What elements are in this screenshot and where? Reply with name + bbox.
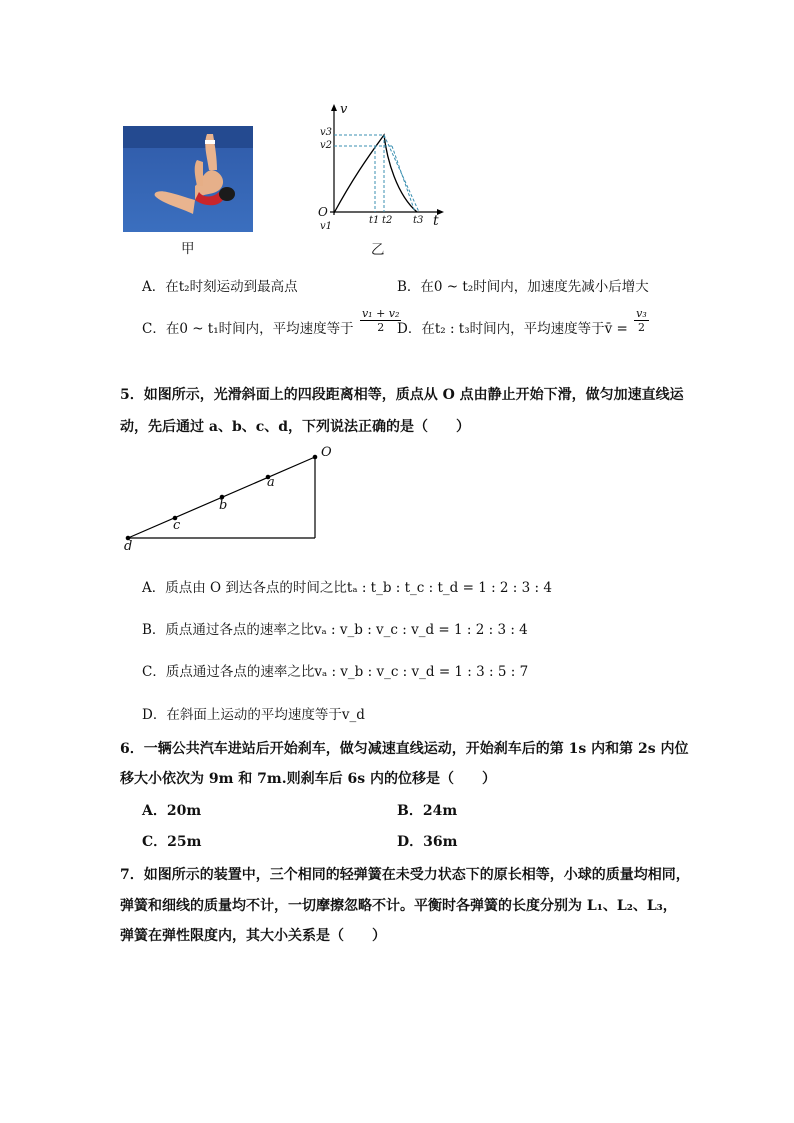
photo-caption: 甲 [181,241,195,257]
label-b: b [219,498,228,513]
label-o: O [321,445,332,460]
fraction-numerator: v₁ + v₂ [361,307,400,320]
incline-diagram [118,445,343,557]
q4-option-d[interactable] [397,307,649,343]
q4-option-d-fraction [634,307,649,334]
label-c: c [173,518,181,533]
q5-stem-line2: 动，先后通过 a、b、c、d，下列说法正确的是（ ） [120,419,471,435]
q5-stem-line1: 5．如图所示，光滑斜面上的四段距离相等，质点从 O 点由静止开始下滑，做匀加速直线运 [120,387,684,403]
q4-option-c-fraction [360,307,401,334]
q6-option-b[interactable]: B．24m [397,803,458,819]
t1-label: t1 [369,215,380,226]
label-d: d [124,539,133,554]
q4-option-d-text: D．在t₂ : t₃时间内，平均速度等于v̄ = [397,321,628,337]
q4-option-a[interactable]: A．在t₂时刻运动到最高点 [142,279,298,295]
fraction-denominator: 2 [377,321,385,334]
axis-t-label: t [433,213,439,229]
q7-stem-line3: 弹簧在弹性限度内，其大小关系是（ ） [120,928,386,944]
q6-stem-line1: 6．一辆公共汽车进站后开始刹车，做匀减速直线运动，开始刹车后的第 1s 内和第 2s 内位 [120,741,689,757]
label-a: a [267,475,275,490]
v1-label: v1 [320,221,333,232]
q6-option-d[interactable]: D．36m [397,834,458,850]
point-o [313,455,318,460]
t2-label: t2 [382,215,393,226]
q7-stem-line2: 弹簧和细线的质量均不计，一切摩擦忽略不计。平衡时各弹簧的长度分别为 L₁、L₂、L₃， [120,898,677,914]
q5-option-a[interactable]: A．质点由 O 到达各点的时间之比tₐ : t_b : t_c : t_d = 1 : 2 : 3 : 4 [142,580,552,596]
diver-photo [123,126,253,232]
q6-stem-line2: 移大小依次为 9m 和 7m.则刹车后 6s 内的位移是（ ） [120,771,496,787]
q4-option-b[interactable]: B．在0 ~ t₂时间内，加速度先减小后增大 [397,279,649,295]
q4-option-c[interactable] [142,307,401,343]
fraction-numerator: v₃ [636,307,647,320]
fraction-denominator: 2 [637,321,645,334]
vt-graph [312,100,452,235]
axis-v-label: v [340,102,348,117]
v3-label: v3 [320,127,333,138]
graph-caption: 乙 [371,242,385,258]
q6-option-a[interactable]: A．20m [142,803,202,819]
q5-option-b[interactable]: B．质点通过各点的速率之比vₐ : v_b : v_c : v_d = 1 : 2 : 3 : 4 [142,622,528,638]
origin-label: O [318,205,328,219]
t3-label: t3 [413,215,424,226]
q4-option-c-text: C．在0 ~ t₁时间内，平均速度等于 [142,321,354,337]
q5-option-c[interactable]: C．质点通过各点的速率之比vₐ : v_b : v_c : v_d = 1 : 3 : 5 : 7 [142,664,529,680]
q5-option-d[interactable]: D．在斜面上运动的平均速度等于v_d [142,707,365,723]
v2-label: v2 [320,140,333,151]
q7-stem-line1: 7．如图所示的装置中，三个相同的轻弹簧在未受力状态下的原长相等，小球的质量均相同， [120,867,690,883]
q6-option-c[interactable]: C．25m [142,834,202,850]
